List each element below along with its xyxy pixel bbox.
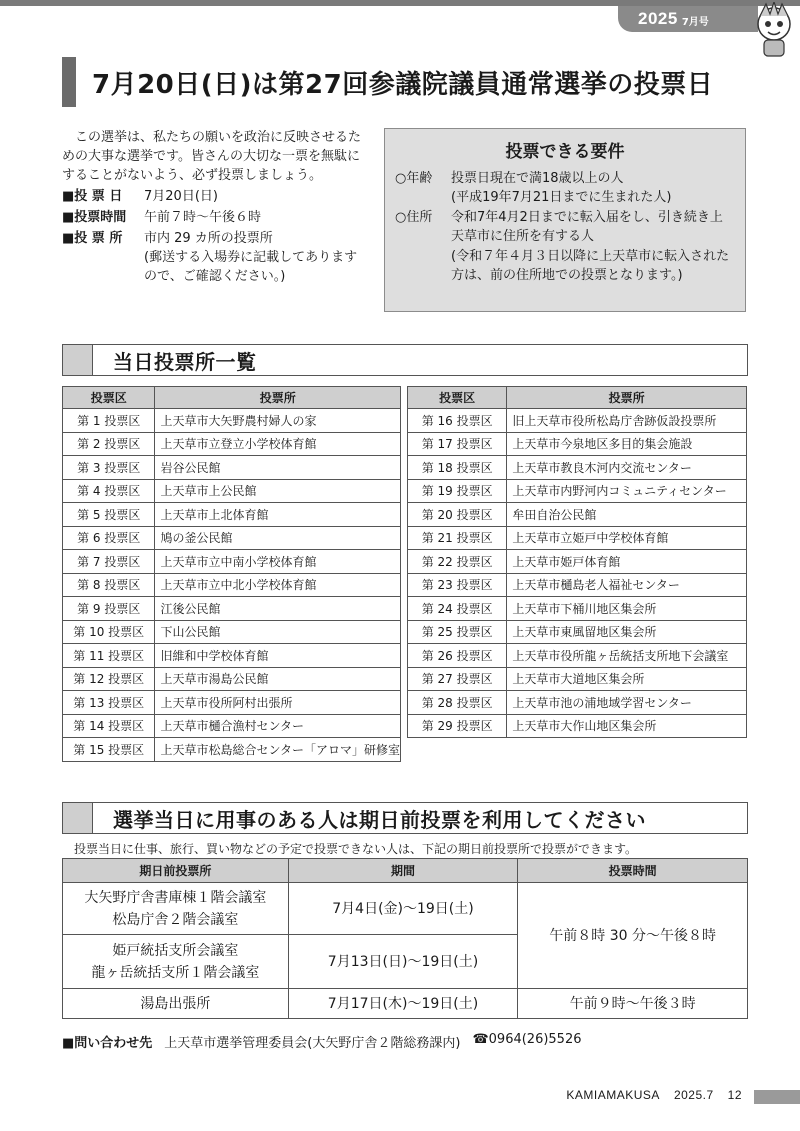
table-row bbox=[408, 573, 747, 597]
district-cell: 第 26 投票区 bbox=[408, 644, 507, 668]
polling-place-cell: 上天草市大作山地区集会所 bbox=[507, 714, 747, 738]
issue-tab bbox=[618, 6, 758, 32]
district-cell: 第 14 投票区 bbox=[63, 714, 155, 738]
col-early-place: 期日前投票所 bbox=[63, 859, 289, 883]
early-voting-table bbox=[62, 858, 748, 1019]
early-place: 姫戸統括支所会議室 bbox=[112, 942, 239, 959]
early-place-cell bbox=[63, 883, 289, 935]
page-title bbox=[62, 56, 713, 108]
polling-place-cell: 上天草市立姫戸中学校体育館 bbox=[507, 526, 747, 550]
polling-place-cell: 鳩の釜公民館 bbox=[155, 526, 401, 550]
table-row bbox=[63, 597, 401, 621]
contact-label: ■問い合わせ先 bbox=[62, 1036, 153, 1051]
table-row bbox=[408, 691, 747, 715]
table-row bbox=[408, 644, 747, 668]
table-row bbox=[63, 738, 401, 762]
col-early-period: 期間 bbox=[288, 859, 518, 883]
polling-table-right bbox=[407, 386, 747, 738]
district-cell: 第 1 投票区 bbox=[63, 409, 155, 433]
requirements-box bbox=[384, 128, 746, 312]
district-cell: 第 22 投票区 bbox=[408, 550, 507, 574]
early-period: 7月17日(木)～19日(土) bbox=[288, 989, 518, 1019]
table-row bbox=[408, 620, 747, 644]
table-row bbox=[408, 456, 747, 480]
district-cell: 第 24 投票区 bbox=[408, 597, 507, 621]
district-cell: 第 2 投票区 bbox=[63, 432, 155, 456]
table-row bbox=[63, 526, 401, 550]
info-place-label: ■投 票 所 bbox=[62, 231, 123, 246]
district-cell: 第 28 投票区 bbox=[408, 691, 507, 715]
polling-place-cell: 上天草市大矢野農村婦人の家 bbox=[155, 409, 401, 433]
contact-info bbox=[62, 1032, 582, 1051]
table-row bbox=[408, 597, 747, 621]
table-row bbox=[408, 667, 747, 691]
polling-place-cell: 上天草市内野河内コミュニティセンター bbox=[507, 479, 747, 503]
early-place: 龍ヶ岳統括支所１階会議室 bbox=[91, 964, 260, 981]
polling-place-cell: 旧上天草市役所松島庁舎跡仮設投票所 bbox=[507, 409, 747, 433]
polling-place-cell: 上天草市立中南小学校体育館 bbox=[155, 550, 401, 574]
intro-paragraph: この選挙は、私たちの願いを政治に反映させるための大事な選挙です。皆さんの大切な一票を無駄にすることがないよう、必ず投票しましょう。 bbox=[62, 130, 362, 183]
col-early-time: 投票時間 bbox=[518, 859, 748, 883]
district-cell: 第 11 投票区 bbox=[63, 644, 155, 668]
table-row bbox=[63, 456, 401, 480]
requirement-residence-note: (令和７年４月３日以降に上天草市に転入された方は、前の住所地での投票となります。) bbox=[451, 248, 730, 283]
polling-place-cell: 上天草市姫戸体育館 bbox=[507, 550, 747, 574]
col-place: 投票所 bbox=[507, 387, 747, 409]
col-district: 投票区 bbox=[408, 387, 507, 409]
early-place: 湯島出張所 bbox=[63, 989, 289, 1019]
requirement-age-text: 投票日現在で満18歳以上の人 bbox=[451, 170, 624, 186]
info-place-value: 市内 29 カ所の投票所 bbox=[144, 231, 273, 246]
polling-section-heading bbox=[62, 344, 748, 376]
polling-place-cell: 上天草市役所阿村出張所 bbox=[155, 691, 401, 715]
polling-place-cell: 旧維和中学校体育館 bbox=[155, 644, 401, 668]
district-cell: 第 5 投票区 bbox=[63, 503, 155, 527]
polling-place-cell: 上天草市上公民館 bbox=[155, 479, 401, 503]
footer-issue: 2025.7 bbox=[673, 1088, 714, 1102]
requirement-age-label: ○年齢 bbox=[395, 170, 433, 186]
polling-place-cell: 江後公民館 bbox=[155, 597, 401, 621]
early-description: 投票当日に仕事、旅行、買い物などの予定で投票できない人は、下記の期日前投票所で投票ができます。 bbox=[74, 842, 638, 856]
footer-magazine: KAMIAMAKUSA bbox=[566, 1088, 660, 1102]
polling-place-cell: 上天草市池の浦地域学習センター bbox=[507, 691, 747, 715]
polling-place-cell: 上天草市教良木河内交流センター bbox=[507, 456, 747, 480]
district-cell: 第 8 投票区 bbox=[63, 573, 155, 597]
table-row bbox=[408, 432, 747, 456]
polling-place-cell: 牟田自治公民館 bbox=[507, 503, 747, 527]
issue-month: 7月号 bbox=[681, 17, 709, 28]
district-cell: 第 23 投票区 bbox=[408, 573, 507, 597]
info-time bbox=[62, 208, 368, 227]
col-district: 投票区 bbox=[63, 387, 155, 409]
polling-table-left bbox=[62, 386, 401, 762]
polling-heading-text: 当日投票所一覧 bbox=[113, 349, 257, 374]
requirement-age bbox=[395, 169, 735, 208]
mascot-icon bbox=[752, 2, 796, 58]
district-cell: 第 16 投票区 bbox=[408, 409, 507, 433]
table-row bbox=[63, 620, 401, 644]
contact-phone: ☎0964(26)5526 bbox=[472, 1032, 582, 1047]
issue-year: 2025 bbox=[638, 9, 678, 28]
district-cell: 第 18 投票区 bbox=[408, 456, 507, 480]
district-cell: 第 6 投票区 bbox=[63, 526, 155, 550]
district-cell: 第 13 投票区 bbox=[63, 691, 155, 715]
polling-place-cell: 上天草市今泉地区多目的集会施設 bbox=[507, 432, 747, 456]
early-place: 大矢野庁舎書庫棟１階会議室 bbox=[84, 889, 267, 906]
polling-place-cell: 上天草市下桶川地区集会所 bbox=[507, 597, 747, 621]
table-row bbox=[63, 573, 401, 597]
district-cell: 第 27 投票区 bbox=[408, 667, 507, 691]
title-text: 7月20日(日)は第27回参議院議員通常選挙の投票日 bbox=[92, 69, 714, 100]
polling-place-cell: 上天草市東風留地区集会所 bbox=[507, 620, 747, 644]
district-cell: 第 4 投票区 bbox=[63, 479, 155, 503]
early-time: 午前９時～午後３時 bbox=[518, 989, 748, 1019]
requirements-title: 投票できる要件 bbox=[505, 142, 625, 162]
table-row bbox=[63, 989, 748, 1019]
table-row bbox=[63, 503, 401, 527]
district-cell: 第 10 投票区 bbox=[63, 620, 155, 644]
polling-place-cell: 上天草市大道地区集会所 bbox=[507, 667, 747, 691]
district-cell: 第 17 投票区 bbox=[408, 432, 507, 456]
polling-place-cell: 上天草市松島総合センター「アロマ」研修室 bbox=[155, 738, 401, 762]
info-time-label: ■投票時間 bbox=[62, 210, 127, 225]
footer-accent-bar bbox=[754, 1090, 800, 1104]
table-row bbox=[63, 714, 401, 738]
district-cell: 第 9 投票区 bbox=[63, 597, 155, 621]
table-row bbox=[63, 883, 748, 935]
info-date bbox=[62, 187, 368, 206]
table-row bbox=[63, 409, 401, 433]
requirement-residence-text: 令和7年4月2日までに転入届をし、引き続き上天草市に住所を有する人 bbox=[451, 209, 723, 244]
table-row bbox=[408, 526, 747, 550]
district-cell: 第 12 投票区 bbox=[63, 667, 155, 691]
info-place bbox=[62, 229, 368, 248]
district-cell: 第 20 投票区 bbox=[408, 503, 507, 527]
table-row bbox=[408, 479, 747, 503]
polling-place-cell: 上天草市立中北小学校体育館 bbox=[155, 573, 401, 597]
info-date-label: ■投 票 日 bbox=[62, 189, 123, 204]
title-accent-bar bbox=[62, 57, 76, 107]
polling-place-cell: 上天草市役所龍ヶ岳統括支所地下会議室 bbox=[507, 644, 747, 668]
table-row bbox=[408, 409, 747, 433]
district-cell: 第 25 投票区 bbox=[408, 620, 507, 644]
intro-section bbox=[62, 128, 368, 286]
polling-place-cell: 上天草市上北体育館 bbox=[155, 503, 401, 527]
district-cell: 第 3 投票区 bbox=[63, 456, 155, 480]
polling-place-cell: 下山公民館 bbox=[155, 620, 401, 644]
heading-accent-block bbox=[63, 803, 93, 833]
table-row bbox=[408, 550, 747, 574]
early-section-heading bbox=[62, 802, 748, 834]
table-row bbox=[63, 691, 401, 715]
col-place: 投票所 bbox=[155, 387, 401, 409]
table-row bbox=[408, 714, 747, 738]
early-place-cell bbox=[63, 935, 289, 989]
page-number: 12 bbox=[727, 1088, 742, 1102]
table-row bbox=[63, 644, 401, 668]
polling-place-cell: 上天草市湯島公民館 bbox=[155, 667, 401, 691]
district-cell: 第 21 投票区 bbox=[408, 526, 507, 550]
district-cell: 第 15 投票区 bbox=[63, 738, 155, 762]
polling-place-cell: 上天草市樋島老人福祉センター bbox=[507, 573, 747, 597]
early-period: 7月4日(金)～19日(土) bbox=[288, 883, 518, 935]
district-cell: 第 29 投票区 bbox=[408, 714, 507, 738]
contact-org: 上天草市選挙管理委員会(大矢野庁舎２階総務課内) bbox=[164, 1036, 461, 1051]
info-time-value: 午前７時～午後６時 bbox=[144, 210, 262, 225]
district-cell: 第 19 投票区 bbox=[408, 479, 507, 503]
table-row bbox=[63, 667, 401, 691]
early-period: 7月13日(日)～19日(土) bbox=[288, 935, 518, 989]
heading-accent-block bbox=[63, 345, 93, 375]
early-heading-text: 選挙当日に用事のある人は期日前投票を利用してください bbox=[113, 807, 646, 832]
table-row bbox=[408, 503, 747, 527]
polling-place-cell: 上天草市樋合漁村センター bbox=[155, 714, 401, 738]
requirement-residence bbox=[395, 208, 735, 286]
early-time: 午前８時 30 分～午後８時 bbox=[518, 883, 748, 989]
table-row bbox=[63, 479, 401, 503]
info-date-value: 7月20日(日) bbox=[144, 189, 218, 204]
table-row bbox=[63, 432, 401, 456]
polling-place-cell: 上天草市立登立小学校体育館 bbox=[155, 432, 401, 456]
district-cell: 第 7 投票区 bbox=[63, 550, 155, 574]
table-row bbox=[63, 550, 401, 574]
requirement-residence-label: ○住所 bbox=[395, 209, 433, 225]
page-footer bbox=[566, 1088, 742, 1102]
early-place: 松島庁舎２階会議室 bbox=[112, 911, 239, 928]
polling-place-cell: 岩谷公民館 bbox=[155, 456, 401, 480]
info-place-note: (郵送する入場券に記載してありますので、ご確認ください。) bbox=[144, 250, 358, 284]
requirement-age-note: (平成19年7月21日までに生まれた人) bbox=[451, 190, 672, 205]
